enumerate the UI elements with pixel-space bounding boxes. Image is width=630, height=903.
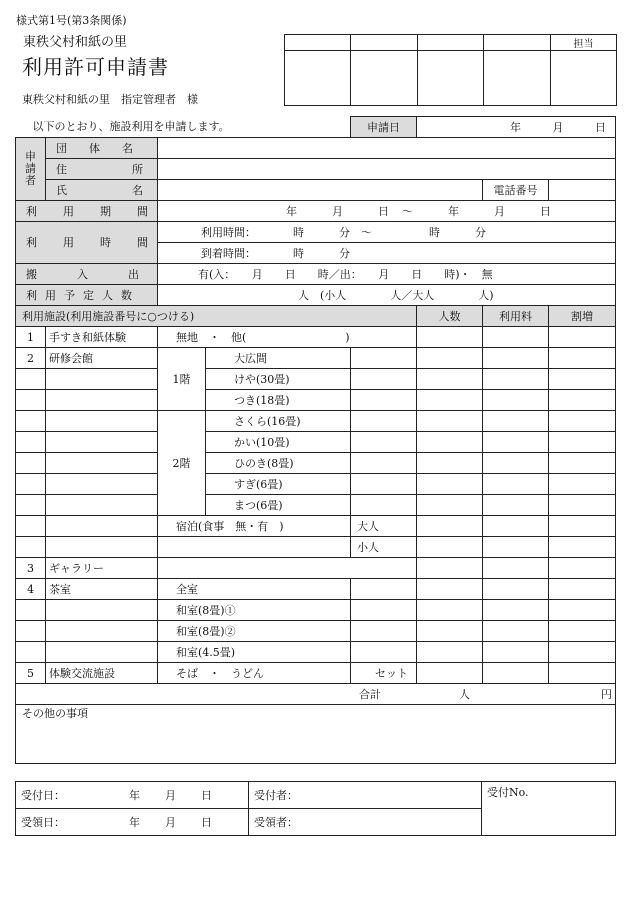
name-cell bbox=[46, 537, 158, 558]
number-cell bbox=[16, 411, 46, 432]
carry-field[interactable]: 有(入： 月 日 時／出： 月 日 時)・ 無 bbox=[158, 264, 616, 285]
number-cell bbox=[16, 495, 46, 516]
surcharge-header: 割増 bbox=[549, 306, 616, 327]
group-name-field[interactable] bbox=[158, 138, 616, 159]
receipt-number-label: 受付No. bbox=[487, 786, 529, 799]
count-cell[interactable] bbox=[417, 663, 483, 684]
name-cell bbox=[46, 432, 158, 453]
count-header: 人数 bbox=[417, 306, 483, 327]
stamp-header-cell bbox=[418, 35, 484, 51]
period-label: 利用期間 bbox=[16, 201, 158, 222]
phone-label: 電話番号 bbox=[483, 180, 549, 201]
fee-cell[interactable] bbox=[483, 516, 549, 537]
count-cell[interactable] bbox=[417, 642, 483, 663]
number-cell bbox=[16, 474, 46, 495]
surcharge-cell[interactable] bbox=[549, 369, 616, 390]
fee-cell[interactable] bbox=[483, 495, 549, 516]
year-label: 年 bbox=[510, 120, 521, 134]
room-name: けや(30畳) bbox=[206, 369, 351, 390]
count-cell[interactable] bbox=[417, 411, 483, 432]
receipt-by-label: 受領者： bbox=[254, 816, 298, 829]
day-label: 日 bbox=[201, 816, 212, 829]
detail-cell[interactable] bbox=[351, 411, 417, 432]
total-label: 合計 bbox=[359, 687, 381, 701]
fee-cell[interactable] bbox=[483, 663, 549, 684]
surcharge-cell[interactable] bbox=[549, 348, 616, 369]
facility-name: ギャラリー bbox=[46, 558, 158, 579]
count-cell[interactable] bbox=[417, 537, 483, 558]
arrival-time-field[interactable] bbox=[158, 243, 616, 264]
detail-cell[interactable] bbox=[351, 453, 417, 474]
reception-table bbox=[15, 781, 616, 836]
facility-name: 手すき和紙体験 bbox=[46, 327, 158, 348]
room-name: ひのき(8畳) bbox=[206, 453, 351, 474]
month-label: 月 bbox=[332, 204, 343, 218]
paper-option[interactable]: 無地 ・ 他( ) bbox=[158, 327, 417, 348]
year-label: 年 bbox=[286, 204, 297, 218]
blank-cell bbox=[158, 537, 351, 558]
intro-text: 以下のとおり、施設利用を申請します。 bbox=[16, 117, 351, 138]
name-cell bbox=[46, 621, 158, 642]
use-time-field[interactable] bbox=[158, 222, 616, 243]
fee-cell[interactable] bbox=[483, 642, 549, 663]
total-person-label: 人 bbox=[459, 687, 470, 701]
stamp-header-cell bbox=[351, 35, 418, 51]
stamp-cell[interactable] bbox=[285, 51, 351, 106]
number-cell bbox=[16, 621, 46, 642]
detail-cell[interactable] bbox=[351, 432, 417, 453]
arrival-time-label: 到着時間： bbox=[201, 246, 256, 260]
noodle-option[interactable]: そば ・ うどん bbox=[158, 663, 351, 684]
stamp-cell[interactable] bbox=[551, 51, 617, 106]
period-field[interactable] bbox=[158, 201, 616, 222]
tilde: ～ bbox=[361, 225, 372, 239]
fee-header: 利用料 bbox=[483, 306, 549, 327]
fee-cell[interactable] bbox=[483, 390, 549, 411]
month-label: 月 bbox=[165, 816, 176, 829]
facility-number: 5 bbox=[16, 663, 46, 684]
name-cell bbox=[46, 642, 158, 663]
other-notes-label: その他の事項 bbox=[22, 707, 88, 720]
use-time-label: 利用時間： bbox=[201, 225, 256, 239]
stamp-header-cell bbox=[484, 35, 551, 51]
room-name: すぎ(6畳) bbox=[206, 474, 351, 495]
room-name: かい(10畳) bbox=[206, 432, 351, 453]
other-notes-field[interactable] bbox=[16, 705, 616, 764]
count-cell[interactable] bbox=[417, 369, 483, 390]
name-cell bbox=[46, 495, 158, 516]
count-cell[interactable] bbox=[417, 579, 483, 600]
count-cell[interactable] bbox=[417, 558, 483, 579]
fee-cell[interactable] bbox=[483, 600, 549, 621]
fee-cell[interactable] bbox=[483, 537, 549, 558]
count-cell[interactable] bbox=[417, 600, 483, 621]
receipt-number-field[interactable] bbox=[482, 782, 616, 836]
fee-cell[interactable] bbox=[483, 579, 549, 600]
name-cell bbox=[46, 474, 158, 495]
name-cell bbox=[46, 369, 158, 390]
count-cell[interactable] bbox=[417, 327, 483, 348]
number-cell bbox=[16, 453, 46, 474]
year-label: 年 bbox=[448, 204, 459, 218]
month-label: 月 bbox=[552, 120, 564, 134]
room-name: さくら(16畳) bbox=[206, 411, 351, 432]
day-label: 日 bbox=[595, 120, 606, 134]
facility-number: 1 bbox=[16, 327, 46, 348]
room-name: 和室(4.5畳) bbox=[158, 642, 351, 663]
minute-label: 分 bbox=[339, 246, 350, 260]
tilde: ～ bbox=[402, 204, 413, 218]
facility-header-label: 利用施設(利用施設番号に○つける) bbox=[16, 306, 417, 327]
count-cell[interactable] bbox=[417, 516, 483, 537]
count-cell[interactable] bbox=[417, 621, 483, 642]
surcharge-cell[interactable] bbox=[549, 432, 616, 453]
month-label: 月 bbox=[165, 789, 176, 802]
receipt-date-field[interactable] bbox=[16, 809, 249, 836]
stamp-cell[interactable] bbox=[418, 51, 484, 106]
facility-name: 研修会館 bbox=[46, 348, 158, 369]
surcharge-cell[interactable] bbox=[549, 516, 616, 537]
room-name: まつ(6畳) bbox=[206, 495, 351, 516]
address-label: 住所 bbox=[46, 159, 158, 180]
number-cell bbox=[16, 600, 46, 621]
stamp-cell[interactable] bbox=[351, 51, 418, 106]
fee-cell[interactable] bbox=[483, 621, 549, 642]
fee-cell[interactable] bbox=[483, 558, 549, 579]
count-cell[interactable] bbox=[417, 348, 483, 369]
phone-field[interactable] bbox=[549, 180, 616, 201]
group-name-label: 団体名 bbox=[46, 138, 158, 159]
name-label: 氏名 bbox=[46, 180, 158, 201]
surcharge-cell[interactable] bbox=[549, 663, 616, 684]
adult-label: 大人 bbox=[351, 516, 417, 537]
set-label: セット bbox=[351, 663, 417, 684]
detail-cell[interactable] bbox=[351, 621, 417, 642]
number-cell bbox=[16, 432, 46, 453]
stamp-label: 担当 bbox=[551, 35, 617, 51]
detail-cell[interactable] bbox=[158, 558, 417, 579]
received-by-label: 受付者： bbox=[254, 789, 298, 802]
count-cell[interactable] bbox=[417, 453, 483, 474]
room-name: つき(18畳) bbox=[206, 390, 351, 411]
day-label: 日 bbox=[201, 789, 212, 802]
form-number: 様式第1号(第3条関係) bbox=[16, 14, 127, 27]
received-by-field[interactable] bbox=[249, 782, 482, 809]
surcharge-cell[interactable] bbox=[549, 537, 616, 558]
name-cell bbox=[46, 453, 158, 474]
received-date-field[interactable] bbox=[16, 782, 249, 809]
application-table bbox=[15, 116, 616, 764]
facility-number: 4 bbox=[16, 579, 46, 600]
number-cell bbox=[16, 642, 46, 663]
addressee: 東秩父村和紙の里 指定管理者 様 bbox=[22, 93, 198, 106]
page-title: 利用許可申請書 bbox=[22, 55, 169, 79]
application-date-field[interactable] bbox=[417, 117, 616, 138]
surcharge-cell[interactable] bbox=[549, 390, 616, 411]
fee-cell[interactable] bbox=[483, 369, 549, 390]
surcharge-cell[interactable] bbox=[549, 495, 616, 516]
name-cell bbox=[46, 600, 158, 621]
people-label: 利用予定人数 bbox=[16, 285, 158, 306]
room-name: 全室 bbox=[158, 579, 351, 600]
number-cell bbox=[16, 369, 46, 390]
fee-cell[interactable] bbox=[483, 348, 549, 369]
detail-cell[interactable] bbox=[351, 642, 417, 663]
application-date-label: 申請日 bbox=[351, 117, 417, 138]
receipt-by-field[interactable] bbox=[249, 809, 482, 836]
surcharge-cell[interactable] bbox=[549, 600, 616, 621]
number-cell bbox=[16, 516, 46, 537]
floor-label: 2階 bbox=[158, 411, 206, 516]
surcharge-cell[interactable] bbox=[549, 558, 616, 579]
fee-cell[interactable] bbox=[483, 411, 549, 432]
time-label: 利用時間 bbox=[16, 222, 158, 264]
surcharge-cell[interactable] bbox=[549, 642, 616, 663]
stay-option[interactable]: 宿泊(食事 無・有 ) bbox=[158, 516, 351, 537]
detail-cell[interactable] bbox=[351, 600, 417, 621]
count-cell[interactable] bbox=[417, 474, 483, 495]
fee-cell[interactable] bbox=[483, 474, 549, 495]
room-name: 和室(8畳)① bbox=[158, 600, 351, 621]
detail-cell[interactable] bbox=[351, 495, 417, 516]
applicant-label: 申請者 bbox=[16, 138, 46, 201]
room-name: 大広間 bbox=[206, 348, 351, 369]
detail-cell[interactable] bbox=[351, 390, 417, 411]
hour-label: 時 bbox=[293, 246, 304, 260]
count-cell[interactable] bbox=[417, 390, 483, 411]
people-field[interactable]: 人 (小人 人／大人 人) bbox=[158, 285, 616, 306]
year-label: 年 bbox=[129, 816, 140, 829]
detail-cell[interactable] bbox=[351, 579, 417, 600]
count-cell[interactable] bbox=[417, 432, 483, 453]
year-label: 年 bbox=[129, 789, 140, 802]
surcharge-cell[interactable] bbox=[549, 411, 616, 432]
carry-label: 搬入出 bbox=[16, 264, 158, 285]
floor-label: 1階 bbox=[158, 348, 206, 411]
count-cell[interactable] bbox=[417, 495, 483, 516]
organization-name: 東秩父村和紙の里 bbox=[23, 35, 128, 50]
surcharge-cell[interactable] bbox=[549, 453, 616, 474]
facility-number: 2 bbox=[16, 348, 46, 369]
fee-cell[interactable] bbox=[483, 327, 549, 348]
total-row[interactable] bbox=[16, 684, 616, 705]
receipt-date-label: 受領日： bbox=[21, 816, 65, 829]
stamp-cell[interactable] bbox=[484, 51, 551, 106]
address-field[interactable] bbox=[158, 159, 616, 180]
facility-name: 体験交流施設 bbox=[46, 663, 158, 684]
child-label: 小人 bbox=[351, 537, 417, 558]
stamp-header-cell bbox=[285, 35, 351, 51]
surcharge-cell[interactable] bbox=[549, 327, 616, 348]
received-date-label: 受付日： bbox=[21, 789, 65, 802]
stamp-box bbox=[284, 34, 617, 106]
surcharge-cell[interactable] bbox=[549, 621, 616, 642]
name-cell bbox=[46, 390, 158, 411]
total-yen-label: 円 bbox=[601, 687, 613, 701]
surcharge-cell[interactable] bbox=[549, 474, 616, 495]
fee-cell[interactable] bbox=[483, 432, 549, 453]
name-cell bbox=[46, 516, 158, 537]
minute-label: 分 bbox=[475, 225, 486, 239]
hour-label: 時 bbox=[293, 225, 304, 239]
detail-cell[interactable] bbox=[351, 348, 417, 369]
number-cell bbox=[16, 537, 46, 558]
detail-cell[interactable] bbox=[351, 369, 417, 390]
number-cell bbox=[16, 390, 46, 411]
room-name: 和室(8畳)② bbox=[158, 621, 351, 642]
day-label: 日 bbox=[540, 204, 551, 218]
facility-name: 茶室 bbox=[46, 579, 158, 600]
surcharge-cell[interactable] bbox=[549, 579, 616, 600]
month-label: 月 bbox=[494, 204, 505, 218]
name-cell bbox=[46, 411, 158, 432]
minute-label: 分 bbox=[339, 225, 350, 239]
day-label: 日 bbox=[378, 204, 389, 218]
facility-number: 3 bbox=[16, 558, 46, 579]
hour-label: 時 bbox=[429, 225, 440, 239]
detail-cell[interactable] bbox=[351, 474, 417, 495]
fee-cell[interactable] bbox=[483, 453, 549, 474]
